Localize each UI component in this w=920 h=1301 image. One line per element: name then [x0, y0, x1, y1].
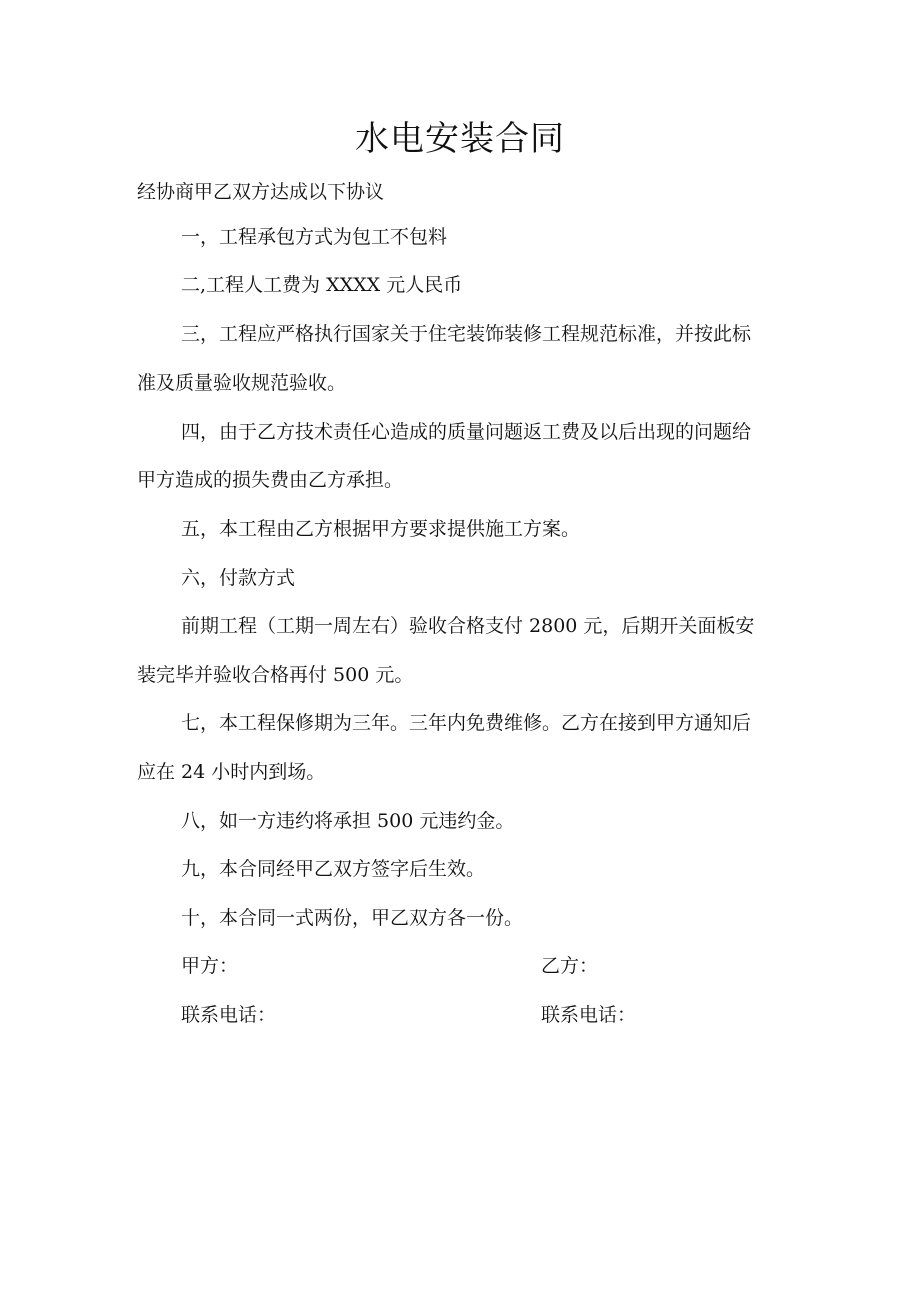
intro-text: 经协商甲乙双方达成以下协议 [137, 181, 385, 203]
clause-9: 九，本合同经甲乙双方签字后生效。 [181, 858, 486, 880]
clause-7-line-2: 应在 24 小时内到场。 [137, 761, 326, 783]
clause-7-line-1: 七，本工程保修期为三年。三年内免费维修。乙方在接到甲方通知后 [181, 712, 752, 734]
party-a-label: 甲方： [181, 955, 239, 977]
clause-4-line-2: 甲方造成的损失费由乙方承担。 [137, 469, 404, 491]
clause-1: 一，工程承包方式为包工不包料 [181, 226, 448, 248]
clause-5: 五，本工程由乙方根据甲方要求提供施工方案。 [181, 518, 581, 540]
clause-8: 八，如一方违约将承担 500 元违约金。 [181, 810, 515, 832]
clause-3-line-2: 准及质量验收规范验收。 [137, 372, 347, 394]
clause-3-line-1: 三，工程应严格执行国家关于住宅装饰装修工程规范标准，并按此标 [181, 323, 752, 345]
payment-line-2: 装完毕并验收合格再付 500 元。 [137, 664, 414, 686]
party-b-label: 乙方： [541, 955, 599, 977]
clause-2: 二,工程人工费为 XXXX 元人民币 [181, 274, 463, 296]
clause-4-line-1: 四，由于乙方技术责任心造成的质量问题返工费及以后出现的问题给 [181, 421, 752, 443]
document-title: 水电安装合同 [355, 119, 565, 159]
party-b-phone-label: 联系电话： [541, 1004, 637, 1026]
clause-10: 十，本合同一式两份，甲乙双方各一份。 [181, 907, 524, 929]
clause-6: 六，付款方式 [181, 567, 296, 589]
payment-line-1: 前期工程（工期一周左右）验收合格支付 2800 元，后期开关面板安 [181, 615, 755, 637]
party-a-phone-label: 联系电话： [181, 1004, 277, 1026]
